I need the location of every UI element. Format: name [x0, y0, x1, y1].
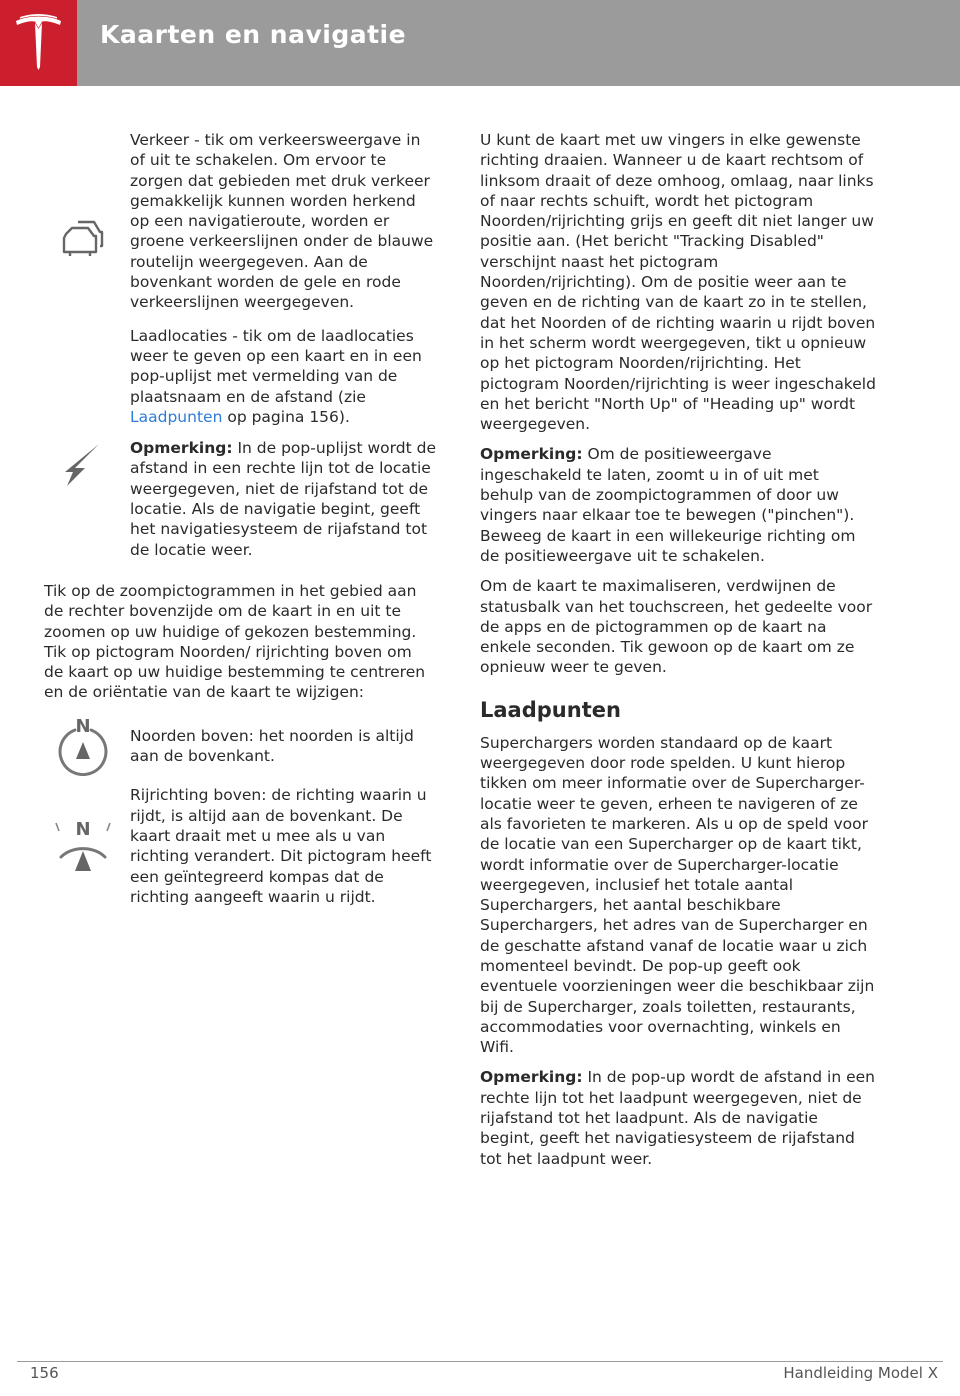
north-up-icon [53, 716, 113, 776]
charging-text-pre: Laadlocaties - tik om de laadlocaties weer te geven op een kaart en in een pop-uplijst met vermelding van de plaatsnaam en de afstand (zie [130, 326, 422, 406]
positioning-note [480, 444, 876, 566]
left-column [44, 130, 436, 907]
note1-label: Opmerking: [480, 445, 583, 464]
north-up-text: Noorden boven: het noorden is altijd aan de bovenkant. [130, 726, 414, 766]
section-heading-laadpunten: Laadpunten [480, 697, 621, 722]
logo-box [0, 0, 77, 86]
charging-row [44, 326, 436, 560]
maximize-paragraph: Om de kaart te maximaliseren, verdwijnen de statusbalk van het touchscreen, het gedeelte voor de apps en de pictogrammen op de kaart na enkele seconden. Tik gewoon op de kaart om ze opnieuw weer te geven. [480, 577, 873, 677]
heading-up-icon-wrap [44, 815, 122, 879]
heading-up-text: Rijrichting boven: de richting waarin u rijdt, is altijd aan de bovenkant. De kaart draait met u mee als u van richting verandert. Dit pictogram heeft een geïntegreerd kompas dat de richting aangeeft waarin u rijdt. [130, 786, 432, 906]
charging-note [130, 438, 436, 560]
page-number: 156 [30, 1364, 59, 1382]
laadpunten-link[interactable]: Laadpunten [130, 407, 223, 426]
traffic-icon [58, 214, 108, 258]
note1-text: Om de positieweergave ingeschakeld te laten, zoomt u in of uit met behulp van de zoompictogrammen of door uw vingers naar elkaar toe te bewegen ("pinchen"). Beweeg de kaart in een willekeurige richting om de positieweergave uit te schakelen. [480, 445, 856, 565]
page-header [0, 0, 960, 86]
traffic-text: Verkeer - tik om verkeersweergave in of uit te schakelen. Om ervoor te zorgen dat gebieden met druk verkeer gemakkelijk kunnen worden herkend op een navigatieroute, worden er groene verkeerslijnen onder de blauwe routelijn weergegeven. Aan de bovenkant worden de gele en rode verkeerslijnen weergegeven. [130, 131, 434, 312]
superchargers-paragraph: Superchargers worden standaard op de kaart weergegeven door rode spelden. U kunt hierop tikken om meer informatie over de Supercharger-locatie weer te geven, erheen te navigeren of ze als favorieten te markeren. Als u op de speld voor de locatie van een Supercharger op de kaart tikt, wordt informatie over de Supercharger-locatie weergegeven, inclusief het totale aantal Superchargers, het aantal beschikbare Superchargers, het adres van de Supercharger en de geschatte afstand vanaf de locatie waar u zich momenteel bevindt. De pop-up geeft ook eventuele voorzieningen weer die beschikbaar zijn bij de Supercharger, zoals toiletten, restaurants, accommodaties voor overnachting, winkels en Wifi. [480, 733, 875, 1057]
charging-text [130, 326, 436, 427]
tesla-logo-icon [12, 12, 65, 72]
heading-up-compass-icon [47, 815, 119, 879]
footer-divider [17, 1361, 943, 1362]
zoom-paragraph: Tik op de zoompictogrammen in het gebied aan de rechter bovenzijde om de kaart in en uit te zoomen op uw huidige of gekozen bestemming. Tik op pictogram Noorden/ rijrichting boven om de kaart op uw huidige bestemming te centreren en de oriëntatie van de kaart te wijzigen: [44, 581, 426, 702]
distance-note [480, 1067, 876, 1168]
north-up-row [44, 715, 436, 767]
north-letter: N [75, 715, 91, 737]
page-title: Kaarten en navigatie [100, 20, 407, 49]
rotate-paragraph: U kunt de kaart met uw vingers in elke gewenste richting draaien. Wanneer u de kaart rechtsom of linksom draait of deze omhoog, omlaag, naar links of naar rechts schuift, wordt het pictogram Noorden/rijrichting grijs en geeft dit niet langer uw positie aan. (Het bericht "Tracking Disabled" verschijnt naast het pictogram Noorden/rijrichting). Om de positie weer aan te geven en de richting van de kaart zo in te stellen, dat het Noorden of de richting waarin u rijdt boven in het scherm wordt weergegeven, tikt u opnieuw op het pictogram Noorden/rijrichting. Het pictogram Noorden/rijrichting is weer ingeschakeld en het bericht "North Up" of "Heading up" wordt weergegeven. [480, 131, 876, 434]
note2-text: In de pop-up wordt de afstand in een rechte lijn tot het laadpunt weergegeven, niet de rijafstand tot het laadpunt. Als de navigatie begint, geeft het navigatiesysteem de rijafstand tot het laadpunt weer. [480, 1068, 875, 1168]
heading-north-letter: N [75, 819, 91, 841]
heading-up-row [44, 785, 436, 907]
footer-title: Handleiding Model X [783, 1364, 938, 1382]
note-text: In de pop-uplijst wordt de afstand in een rechte lijn tot de locatie weergegeven, niet de rijafstand tot de locatie. Als de navigatie begint, geeft het navigatiesysteem de rijafstand tot de locatie weer. [130, 439, 436, 559]
charging-icon-wrap [44, 442, 122, 488]
note2-label: Opmerking: [480, 1068, 583, 1087]
right-column [480, 130, 876, 1169]
charging-text-post: op pagina 156). [222, 407, 350, 426]
traffic-icon-wrap [44, 214, 122, 258]
lightning-icon [63, 442, 103, 488]
north-up-icon-wrap [44, 716, 122, 776]
traffic-row [44, 130, 436, 313]
note-label: Opmerking: [130, 439, 233, 458]
